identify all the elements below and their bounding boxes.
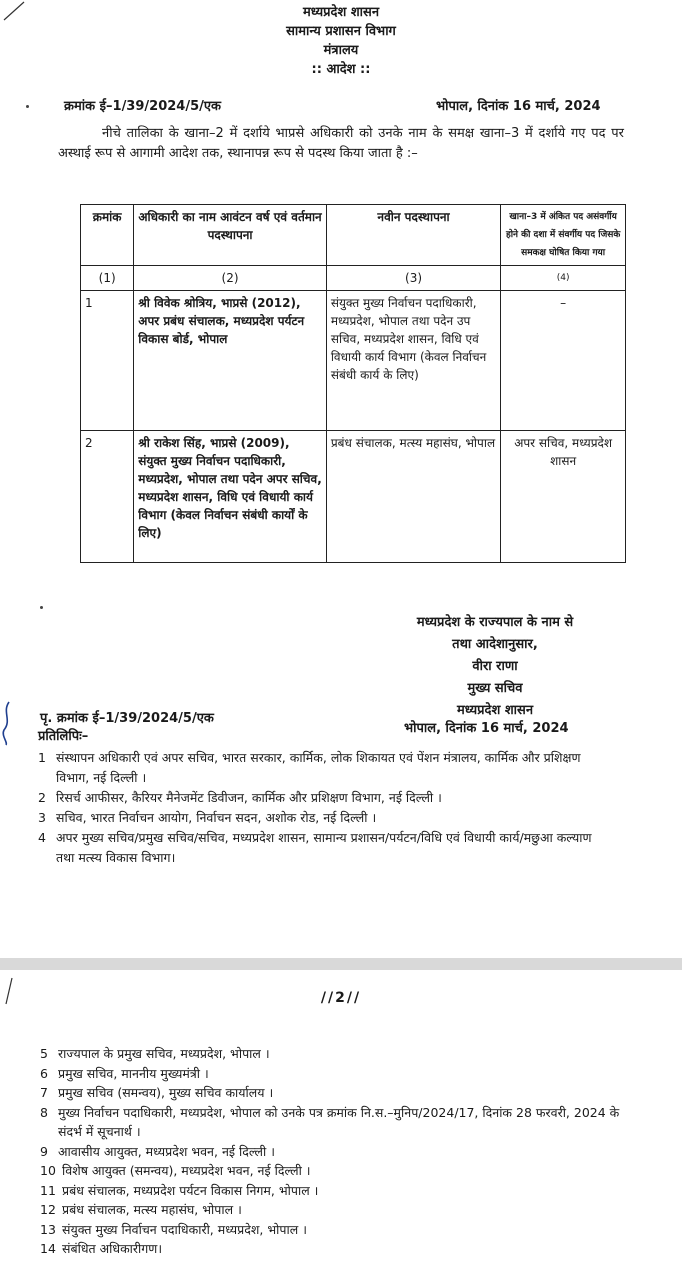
- row-equivalent: अपर सचिव, मध्यप्रदेश शासन: [501, 431, 626, 563]
- list-item-text: सचिव, भारत निर्वाचन आयोग, निर्वाचन सदन, अशोक रोड, नई दिल्ली ।: [56, 810, 377, 825]
- header-order-title: :: आदेश ::: [311, 62, 371, 77]
- list-item: [38, 748, 604, 788]
- list-item: [38, 788, 604, 808]
- copy-list-page-2: [40, 1044, 626, 1259]
- table-column-number-row: [81, 266, 626, 291]
- list-item-number: 4: [38, 830, 46, 845]
- list-item-number: 10: [40, 1163, 56, 1178]
- scan-speck: [26, 105, 29, 108]
- col-number-2: (2): [134, 266, 327, 291]
- posting-table: [80, 204, 626, 563]
- signatory-office: मध्यप्रदेश शासन: [456, 703, 534, 718]
- header-equivalent: खाना–3 में अंकित पद असंवर्गीय होने की दशा में संवर्गीय पद जिसके समकक्ष घोषित किया गया: [501, 205, 626, 266]
- list-item: [40, 1239, 626, 1259]
- row-officer: श्री विवेक श्रोत्रिय, भाप्रसे (2012), अपर प्रबंध संचालक, मध्यप्रदेश पर्यटन विकास बोर्ड, भोपाल: [134, 291, 327, 431]
- table-row: [81, 291, 626, 431]
- col-number-4: (4): [501, 266, 626, 291]
- list-item-number: 9: [40, 1143, 48, 1159]
- list-item: [40, 1200, 626, 1220]
- header-sno: क्रमांक: [81, 205, 134, 266]
- row-new-posting: संयुक्त मुख्य निर्वाचन पदाधिकारी, मध्यप्रदेश, भोपाल तथा पदेन उप सचिव, मध्यप्रदेश शासन, विधि एवं विधायी कार्य विभाग (केवल निर्वाचन संबंधी कार्य के लिए): [326, 291, 500, 431]
- list-item-number: 6: [40, 1065, 48, 1081]
- list-item: [40, 1064, 626, 1084]
- page-number-marker: //2//: [320, 990, 362, 1006]
- order-number: क्रमांक ई–1/39/2024/5/एक: [64, 99, 222, 114]
- list-item-text: विशेष आयुक्त (समन्वय), मध्यप्रदेश भवन, नई दिल्ली ।: [62, 1163, 311, 1178]
- header-ministry: मंत्रालय: [323, 43, 359, 58]
- endorsement-number: पृ. क्रमांक ई–1/39/2024/5/एक: [40, 711, 214, 726]
- document-page-2: [0, 970, 682, 1280]
- list-item: [40, 1044, 626, 1064]
- signatory-name: वीरा राणा: [472, 659, 518, 674]
- list-item-number: 2: [38, 790, 46, 805]
- list-item-number: 11: [40, 1182, 56, 1198]
- copy-list-page-1: [38, 748, 604, 868]
- col-number-1: (1): [81, 266, 134, 291]
- margin-pen-mark: [0, 700, 14, 746]
- list-item-number: 12: [40, 1202, 56, 1217]
- list-item-text: प्रबंध संचालक, मध्यप्रदेश पर्यटन विकास निगम, भोपाल ।: [62, 1182, 319, 1198]
- list-item: [38, 808, 604, 828]
- list-item-text: आवासीय आयुक्त, मध्यप्रदेश भवन, नई दिल्ली ।: [58, 1143, 275, 1159]
- list-item: [40, 1220, 626, 1240]
- row-sno: 2: [81, 431, 134, 563]
- list-item: [40, 1142, 626, 1162]
- list-item-text: अपर मुख्य सचिव/प्रमुख सचिव/सचिव, मध्यप्रदेश शासन, सामान्य प्रशासन/पर्यटन/विधि एवं विधायी कार्य/मछुआ कल्याण तथा मत्स्य विकास विभाग।: [56, 830, 592, 865]
- list-item-text: प्रमुख सचिव (समन्वय), मुख्य सचिव कार्यालय ।: [58, 1085, 274, 1100]
- col-number-3: (3): [326, 266, 500, 291]
- signatory-designation: मुख्य सचिव: [467, 681, 523, 696]
- signature-line-1: मध्यप्रदेश के राज्यपाल के नाम से: [416, 615, 574, 630]
- endorsement-place-date: भोपाल, दिनांक 16 मार्च, 2024: [404, 721, 569, 736]
- list-item-text: संयुक्त मुख्य निर्वाचन पदाधिकारी, मध्यप्रदेश, भोपाल ।: [62, 1221, 307, 1237]
- order-body: नीचे तालिका के खाना–2 में दर्शाये भाप्रसे अधिकारी को उनके नाम के समक्ष खाना–3 में दर्शाये गए पद पर अस्थाई रूप से आगामी आदेश तक, स्थानापन्न रूप से पदस्थ किया जाता है :–: [58, 126, 624, 161]
- header-government: मध्यप्रदेश शासन: [302, 5, 380, 20]
- header-officer: अधिकारी का नाम आवंटन वर्ष एवं वर्तमान पदस्थापना: [134, 205, 327, 266]
- list-item-text: संस्थापन अधिकारी एवं अपर सचिव, भारत सरकार, कार्मिक, लोक शिकायत एवं पेंशन मंत्रालय, कार्मिक और प्रशिक्षण विभाग, नई दिल्ली ।: [56, 750, 581, 785]
- list-item: [40, 1083, 626, 1103]
- list-item: [40, 1103, 626, 1142]
- list-item-number: 14: [40, 1241, 56, 1256]
- order-place-date: भोपाल, दिनांक 16 मार्च, 2024: [436, 99, 601, 114]
- list-item-number: 13: [40, 1221, 56, 1237]
- table-header-row: [81, 205, 626, 266]
- row-equivalent: –: [501, 291, 626, 431]
- list-item-number: 3: [38, 810, 46, 825]
- copy-to-label: प्रतिलिपिः–: [38, 729, 89, 744]
- header-department: सामान्य प्रशासन विभाग: [286, 24, 396, 39]
- list-item-text: रिसर्च आफीसर, कैरियर मैनेजमेंट डिवीजन, कार्मिक और प्रशिक्षण विभाग, नई दिल्ली ।: [56, 790, 442, 805]
- list-item-number: 5: [40, 1046, 48, 1061]
- scan-speck: [40, 606, 43, 609]
- list-item-number: 8: [40, 1104, 48, 1120]
- list-item-number: 1: [38, 750, 46, 765]
- table-row: [81, 431, 626, 563]
- list-item-text: प्रबंध संचालक, मत्स्य महासंघ, भोपाल ।: [62, 1202, 242, 1217]
- page-divider: [0, 958, 682, 970]
- list-item: [40, 1181, 626, 1201]
- list-item: [40, 1161, 626, 1181]
- row-new-posting: प्रबंध संचालक, मत्स्य महासंघ, भोपाल: [326, 431, 500, 563]
- list-item-text: राज्यपाल के प्रमुख सचिव, मध्यप्रदेश, भोपाल ।: [58, 1046, 270, 1061]
- signature-line-2: तथा आदेशानुसार,: [452, 637, 538, 652]
- list-item-text: मुख्य निर्वाचन पदाधिकारी, मध्यप्रदेश, भोपाल को उनके पत्र क्रमांक नि.स.–मुनिप/2024/17, दिनांक 28 फरवरी, 2024 के संदर्भ में सूचनार्थ ।: [58, 1104, 620, 1139]
- row-officer: श्री राकेश सिंह, भाप्रसे (2009), संयुक्त मुख्य निर्वाचन पदाधिकारी, मध्यप्रदेश, भोपाल तथा पदेन अपर सचिव, मध्यप्रदेश शासन, विधि एवं विधायी कार्य विभाग (केवल निर्वाचन संबंधी कार्यों के लिए): [134, 431, 327, 563]
- list-item: [38, 828, 604, 868]
- list-item-text: प्रमुख सचिव, माननीय मुख्यमंत्री ।: [58, 1065, 209, 1081]
- list-item-number: 7: [40, 1085, 48, 1100]
- list-item-text: संबंधित अधिकारीगण।: [62, 1241, 163, 1256]
- row-sno: 1: [81, 291, 134, 431]
- header-new-posting: नवीन पदस्थापना: [326, 205, 500, 266]
- signature-block: [360, 612, 630, 722]
